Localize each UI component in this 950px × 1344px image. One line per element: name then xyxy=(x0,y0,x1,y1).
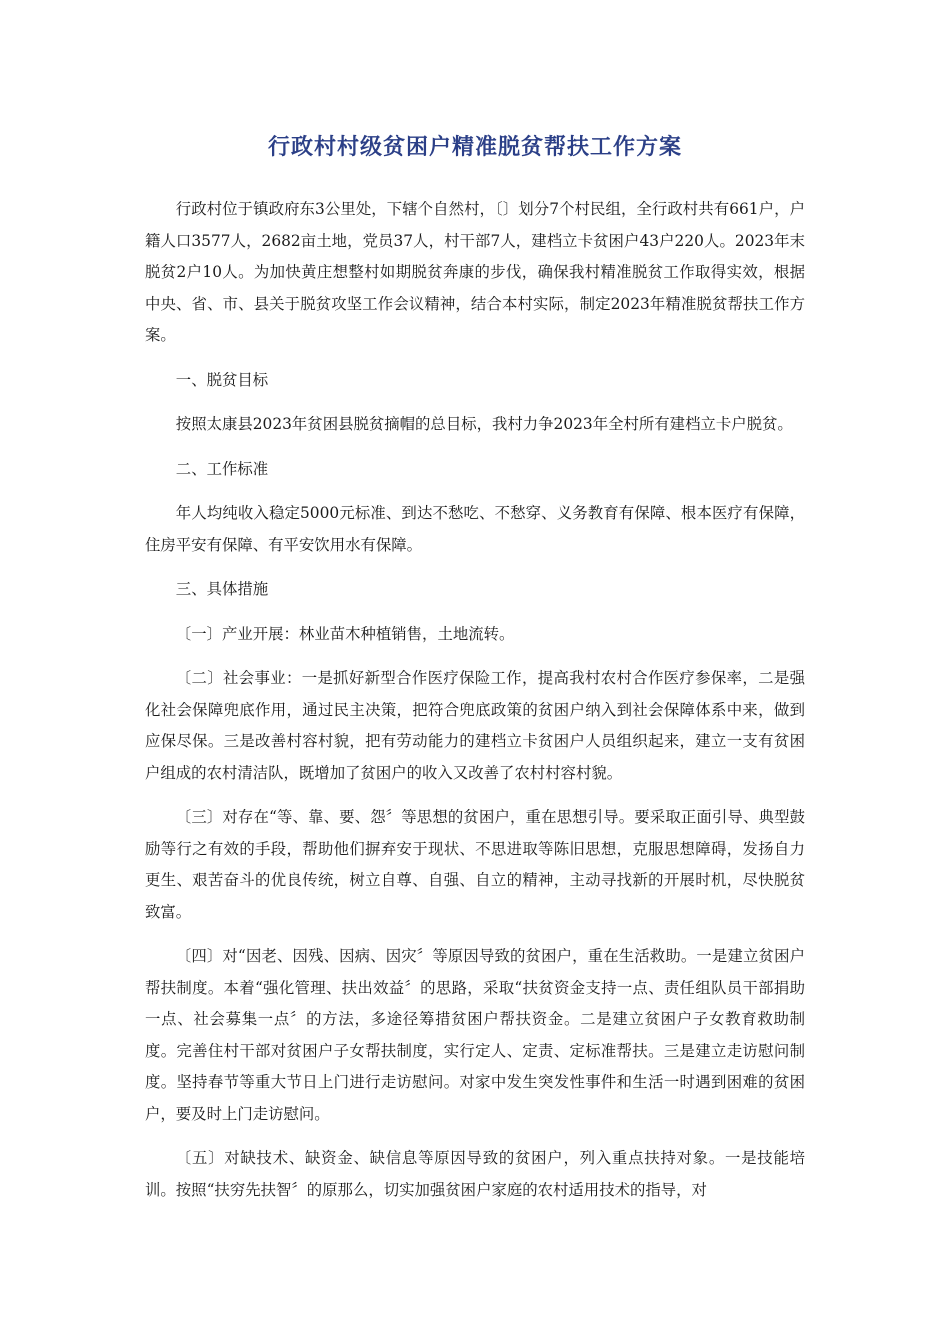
measure-paragraph-5: 〔五〕对缺技术、缺资金、缺信息等原因导致的贫困户，列入重点扶持对象。一是技能培训。按照“扶穷先扶智〞的原那么，切实加强贫困户家庭的农村适用技术的指导，对 xyxy=(145,1149,805,1199)
intro-paragraph: 行政村位于镇政府东3公里处，下辖个自然村，〔〕划分7个村民组，全行政村共有661户，户籍人口3577人，2682亩土地，党员37人，村干部7人，建档立卡贫困户43户220人。2023年末脱贫2户10人。为加快黄庄想整村如期脱贫奔康的步伐，确保我村精准脱贫工作取得实效，根据中央、省、市、县关于脱贫攻坚工作会议精神，结合本村实际，制定2023年精准脱贫帮扶工作方案。 xyxy=(145,200,805,344)
goal-paragraph: 按照太康县2023年贫困县脱贫摘帽的总目标，我村力争2023年全村所有建档立卡户脱贫。 xyxy=(175,415,793,433)
measure-paragraph-4: 〔四〕对“因老、因残、因病、因灾〞等原因导致的贫困户，重在生活救助。一是建立贫困户帮扶制度。本着“强化管理、扶出效益〞的思路，采取“扶贫资金支持一点、责任组队员干部捐助一点、社会募集一点〞的方法，多途径筹措贫困户帮扶资金。二是建立贫困户子女教育救助制度。完善住村干部对贫困户子女帮扶制度，实行定人、定责、定标准帮扶。三是建立走访慰问制度。坚持春节等重大节日上门进行走访慰问。对家中发生突发性事件和生活一时遇到困难的贫困户，要及时上门走访慰问。 xyxy=(145,947,805,1123)
document-page xyxy=(145,128,805,1219)
measure-paragraph-1: 〔一〕产业开展：林业苗木种植销售，土地流转。 xyxy=(175,624,515,643)
measure-paragraph-2: 〔二〕社会事业：一是抓好新型合作医疗保险工作，提高我村农村合作医疗参保率，二是强化社会保障兜底作用，通过民主决策，把符合兜底政策的贫困户纳入到社会保障体系中来，做到应保尽保。三是改善村容村貌，把有劳动能力的建档立卡贫困户人员组织起来，建立一支有贫困户组成的农村清洁队，既增加了贫困户的收入又改善了农村村容村貌。 xyxy=(145,669,805,782)
document-title: 行政村村级贫困户精准脱贫帮扶工作方案 xyxy=(267,135,682,160)
section-heading-goal: 一、脱贫目标 xyxy=(175,370,269,389)
section-heading-standard: 二、工作标准 xyxy=(175,459,269,478)
section-heading-measures: 三、具体措施 xyxy=(175,580,269,598)
standard-paragraph: 年人均纯收入稳定5000元标准、到达不愁吃、不愁穿、义务教育有保障、根本医疗有保障，住房平安有保障、有平安饮用水有保障。 xyxy=(145,504,805,554)
measure-paragraph-3: 〔三〕对存在“等、靠、要、怨〞等思想的贫困户，重在思想引导。要采取正面引导、典型鼓励等行之有效的手段，帮助他们摒弃安于现状、不思进取等陈旧思想，克服思想障碍，发扬自力更生、艰苦奋斗的优良传统，树立自尊、自强、自立的精神，主动寻找新的开展时机，尽快脱贫致富。 xyxy=(145,808,805,921)
